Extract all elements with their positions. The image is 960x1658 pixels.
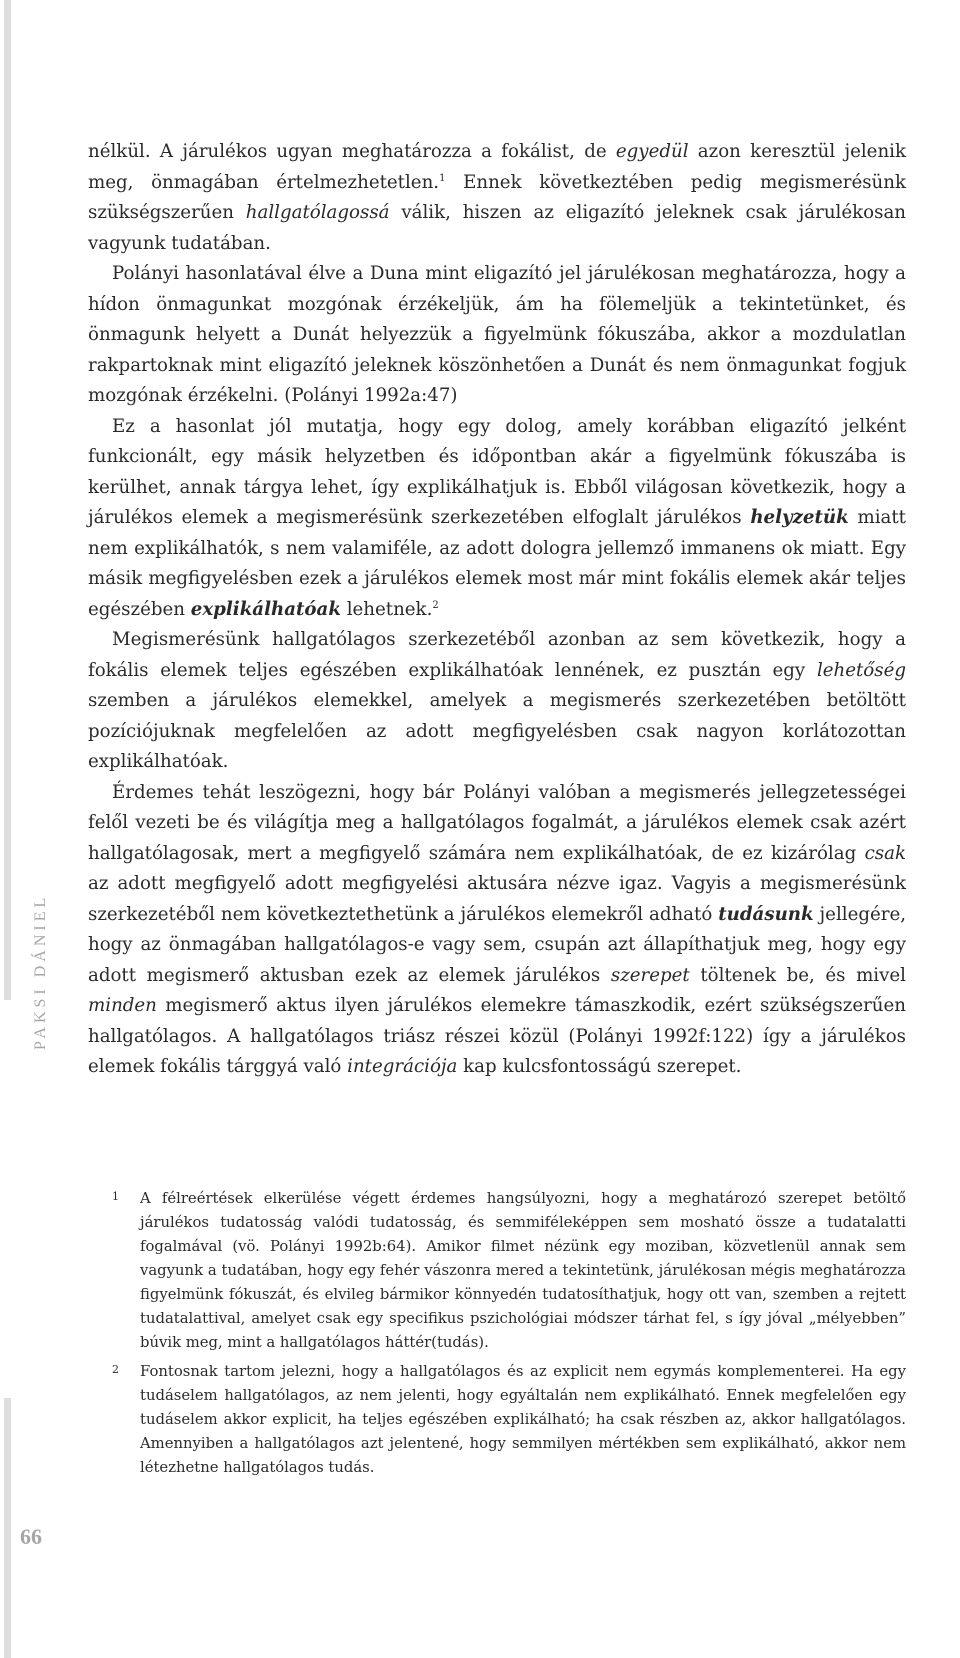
strong-emphasis: helyzetük	[750, 507, 849, 528]
paragraph-4: Megismerésünk hallgatólagos szerkezetéből azonban az sem következik, hogy a fokális elemek teljes egészében explikálhatóak lennének, ez pusztán egy lehetőség szemben a járulékos elemekkel, amelyek a megismerés szerkezetében betöltött pozíciójuknak megfelelően az adott megfigyelésben csak nagyon korlátozottan explikálhatóak.	[88, 629, 906, 772]
strong-emphasis: tudásunk	[718, 903, 814, 925]
emphasis: hallgatólagossá	[245, 202, 390, 223]
footnote-number: 2	[112, 1363, 119, 1376]
footnote-number: 1	[112, 1190, 119, 1203]
footnote-ref-2[interactable]: 2	[432, 599, 439, 611]
paragraph-1: nélkül. A járulékos ugyan meghatározza a fokálist, de egyedül azon keresztül jelenik meg, önmagában értelmezhetetlen.$^1$ Ennek következtében pedig megismerésünk szükségszerűen hallgatólagossá válik, hiszen az eligazító jeleknek csak járulékosan vagyunk tudatában.	[88, 141, 906, 254]
footnote-1	[112, 1187, 906, 1355]
running-head-author: PAKSI DÁNIEL	[32, 893, 49, 1050]
emphasis: csak	[864, 842, 906, 864]
paragraph-2: Polányi hasonlatával élve a Duna mint eligazító jel járulékosan meghatározza, hogy a hídon önmagunkat mozgónak érzékeljük, ám ha fölemeljük a tekintetünket, és önmagunk helyett a Dunát helyezzük a figyelmünk fókuszába, akkor a mozdulatlan rakpartoknak mint eligazító jeleknek köszönhetően a Dunát és nem önmagunkat fogjuk mozgónak érzékelni. (Polányi 1992a:47)	[88, 263, 906, 406]
emphasis: integrációja	[347, 1056, 458, 1077]
footnote-text: A félreértések elkerülése végett érdemes hangsúlyozni, hogy a meghatározó szerepet betöltő járulékos tudatosság valódi tudatosság, és semmiféleképpen sem mosható össze a tudatalatti fogalmával (vö. Polányi 1992b:64). Amikor filmet nézünk egy moziban, közvetlenül annak sem vagyunk a tudatában, hogy egy fehér vászonra mered a tekintetünk, járulékosan mégis meghatározza figyelmünk fókuszát, és elvileg bármikor könnyedén tudatosíthatjuk, hogy ott van, szemben a rejtett tudatalattival, amelyet csak egy specifikus pszichológiai módszer tárhat fel, s így jóval „mélyebben” búvik meg, mint a hallgatólagos háttér(tudás).	[140, 1190, 906, 1351]
paragraph-5: Érdemes tehát leszögezni, hogy bár Polányi valóban a megismerés jellegzetességei felől vezeti be és világítja meg a hallgatólagos fogalmát, a járulékos elemek csak azért hallgatólagosak, mert a megfigyelő számára nem explikálhatóak, de ez kizárólag csak az adott megfigyelő adott megfigyelési aktusára nézve igaz. Vagyis a megismerésünk szerkezetéből nem következtethetünk a járulékos elemekről adható tudásunk jellegére, hogy az önmagában hallgatólagos-e vagy sem, csupán azt állapíthatjuk meg, hogy egy adott megismerő aktusban ezek az elemek járulékos szerepet töltenek be, és mivel minden megismerő aktus ilyen járulékos elemekre támaszkodik, ezért szükségszerűen hallgatólagos. A hallgatólagos triász részei közül (Polányi 1992f:122) így a járulékos elemek fokális tárggyá való integrációja kap kulcsfontosságú szerepet.	[88, 781, 906, 1077]
emphasis: szerepet	[610, 964, 690, 986]
emphasis: egyedül	[615, 141, 689, 162]
footnote-ref-1[interactable]: 1	[439, 172, 446, 184]
emphasis: minden	[88, 995, 157, 1016]
footnote-2	[112, 1360, 906, 1480]
footnotes	[112, 1187, 906, 1485]
paragraph-3: Ez a hasonlat jól mutatja, hogy egy dolog, amely korábban eligazító jelként funkcionált, egy másik helyzetben és időpontban akár a figyelmünk fókuszába is kerülhet, annak tárgya lehet, így explikálhatjuk is. Ebből világosan következik, hogy a járulékos elemek a megismerésünk szerkezetében elfoglalt járulékos helyzetük miatt nem explikálhatók, s nem valamiféle, az adott dologra jellemző immanens ok miatt. Egy másik megfigyelésben ezek a járulékos elemek most már mint fokális elemek akár teljes egészében explikálhatóak lehetnek.$^2$	[88, 415, 906, 620]
page-number: 66	[20, 1524, 42, 1549]
left-margin-rule-lower	[4, 1398, 11, 1658]
footnote-text: Fontosnak tartom jelezni, hogy a hallgatólagos és az explicit nem egymás komplementerei. Ha egy tudáselem hallgatólagos, az nem jelenti, hogy egyáltalán nem explikálható. Ennek megfelelően egy tudáselem akkor explicit, ha teljes egészében explikálható; ha csak részben az, akkor hallgatólagos. Amennyiben a hallgatólagos azt jelentené, hogy semmilyen mértékben sem explikálható, akkor nem létezhetne hallgatólagos tudás.	[140, 1363, 906, 1476]
emphasis: lehetőség	[816, 659, 906, 681]
left-margin-rule	[4, 0, 11, 1000]
strong-emphasis: explikálhatóak	[190, 598, 341, 620]
main-text	[88, 137, 906, 1083]
